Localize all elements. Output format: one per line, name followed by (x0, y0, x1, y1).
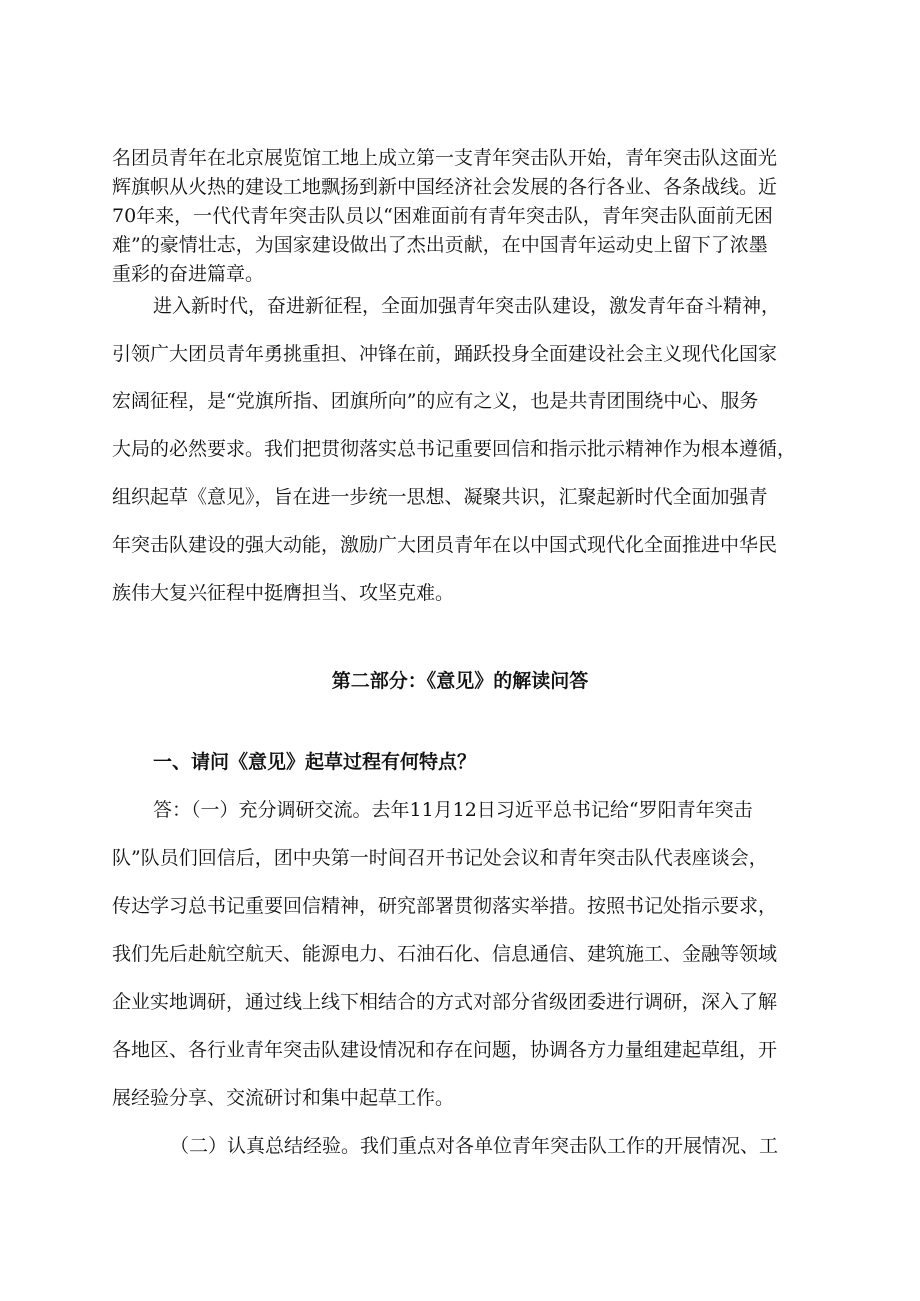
text-line: 70年来，一代代青年突击队员以“困难面前有青年突击队，青年突击队面前无困 (112, 205, 773, 227)
text-line: 进入新时代，奋进新征程，全面加强青年突击队建设，激发青年奋斗精神， (153, 295, 781, 317)
text-line: 辉旗帜从火热的建设工地飘扬到新中国经济社会发展的各行各业、各条战线。近 (112, 176, 778, 198)
text-line: 难”的豪情壮志，为国家建设做出了杰出贡献，在中国青年运动史上留下了浓墨 (112, 234, 768, 256)
text-line: 企业实地调研，通过线上线下相结合的方式对部分省级团委进行调研，深入了解 (112, 991, 778, 1013)
text-line: （二）认真总结经验。我们重点对各单位青年突击队工作的开展情况、工 (170, 1135, 779, 1157)
section-title: 第二部分：《意见》的解读问答 (331, 670, 589, 692)
text-line: 传达学习总书记重要回信精神，研究部署贯彻落实举措。按照书记处指示要求， (112, 895, 778, 917)
text-line: 大局的必然要求。我们把贯彻落实总书记重要回信和指示批示精神作为根本遵循， (112, 438, 797, 460)
text-line: 名团员青年在北京展览馆工地上成立第一支青年突击队开始，青年突击队这面光 (112, 147, 778, 169)
text-line: 族伟大复兴征程中挺膺担当、攻坚克难。 (112, 582, 455, 604)
text-line: 展经验分享、交流研讨和集中起草工作。 (112, 1087, 455, 1109)
text-line: 各地区、各行业青年突击队建设情况和存在问题，协调各方力量组建起草组，开 (112, 1039, 778, 1061)
question-heading: 一、请问《意见》起草过程有何特点？ (153, 751, 477, 773)
text-line: 队”队员们回信后，团中央第一时间召开书记处会议和青年突击队代表座谈会， (112, 847, 768, 869)
text-line: 宏阔征程，是“党旗所指、团旗所向”的应有之义，也是共青团围绕中心、服务 (112, 390, 759, 412)
text-line: 答：（一）充分调研交流。去年11月12日习近平总书记给“罗阳青年突击 (153, 799, 753, 821)
text-line: 我们先后赴航空航天、能源电力、石油石化、信息通信、建筑施工、金融等领域 (112, 943, 778, 965)
text-line: 组织起草《意见》，旨在进一步统一思想、凝聚共识，汇聚起新时代全面加强青 (112, 486, 768, 508)
text-line: 引领广大团员青年勇挑重担、冲锋在前，踊跃投身全面建设社会主义现代化国家 (112, 343, 778, 365)
text-line: 年突击队建设的强大动能，激励广大团员青年在以中国式现代化全面推进中华民 (112, 534, 778, 556)
text-line: 重彩的奋进篇章。 (112, 263, 265, 285)
